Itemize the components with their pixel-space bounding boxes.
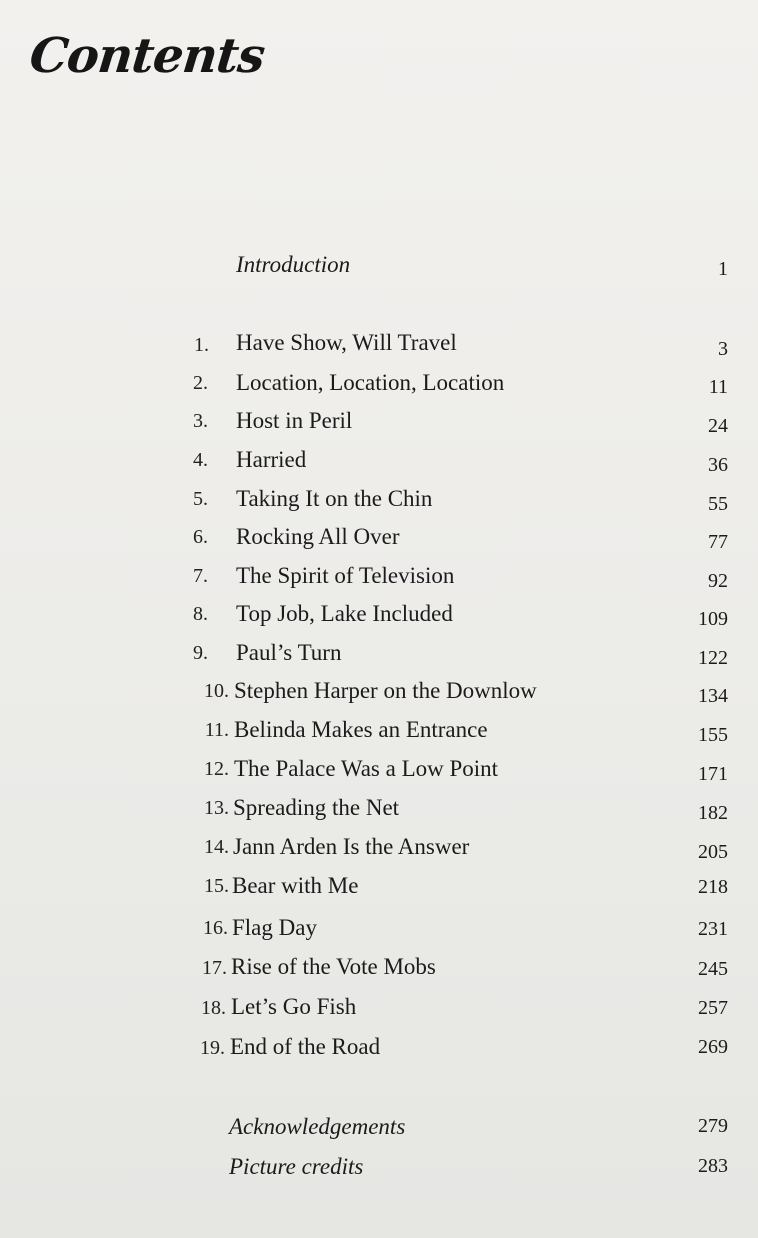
- toc-entry-number: 6.: [193, 526, 208, 548]
- toc-entry-title: Host in Peril: [236, 408, 353, 433]
- toc-entry-page: 269: [698, 1036, 728, 1058]
- toc-entry-title: Flag Day: [232, 915, 317, 940]
- toc-entry-chapter[interactable]: [0, 915, 758, 945]
- toc-entry-chapter[interactable]: [0, 795, 758, 825]
- toc-entry-number: 19.: [200, 1037, 225, 1059]
- toc-entry-title: Location, Location, Location: [236, 370, 505, 395]
- toc-entry-page: 283: [698, 1155, 728, 1177]
- toc-entry-number: 4.: [193, 449, 208, 471]
- toc-entry-number: 11.: [204, 719, 229, 741]
- toc-entry-chapter[interactable]: [0, 994, 758, 1024]
- toc-entry-page: 155: [698, 724, 728, 746]
- toc-entry-page: 3: [718, 338, 728, 360]
- toc-entry-chapter[interactable]: [0, 524, 758, 554]
- toc-entry-title: Taking It on the Chin: [236, 486, 433, 511]
- toc-entry-page: 24: [708, 415, 728, 437]
- toc-entry-number: 5.: [193, 488, 208, 510]
- toc-entry-number: 14.: [204, 836, 229, 858]
- toc-entry-page: 92: [708, 570, 728, 592]
- toc-entry-chapter[interactable]: [0, 1034, 758, 1064]
- toc-entry-page: 55: [708, 493, 728, 515]
- toc-entry-title: Paul’s Turn: [236, 640, 342, 665]
- toc-entry-title: The Palace Was a Low Point: [234, 756, 499, 781]
- toc-entry-page: 257: [698, 997, 728, 1019]
- toc-entry-title: Picture credits: [229, 1154, 364, 1179]
- toc-entry-number: 10.: [204, 680, 229, 702]
- toc-entry-number: 8.: [193, 603, 208, 625]
- toc-entry-chapter[interactable]: [0, 563, 758, 593]
- toc-entry-page: 171: [698, 763, 728, 785]
- toc-entry-page: 218: [698, 876, 728, 898]
- toc-entry-chapter[interactable]: [0, 717, 758, 747]
- toc-entry-number: 2.: [193, 372, 208, 394]
- toc-entry-title: Jann Arden Is the Answer: [233, 834, 470, 859]
- toc-entry-number: 1.: [194, 334, 209, 356]
- toc-entry-chapter[interactable]: [0, 330, 758, 360]
- toc-entry-title: Rocking All Over: [236, 524, 400, 549]
- toc-entry-number: 3.: [193, 410, 208, 432]
- toc-entry-page: 182: [698, 802, 728, 824]
- toc-entry-title: Rise of the Vote Mobs: [231, 954, 436, 979]
- contents-heading: Contents: [27, 28, 267, 84]
- toc-entry-title: Bear with Me: [232, 873, 359, 898]
- toc-entry-number: 7.: [193, 565, 208, 587]
- toc-entry-title: End of the Road: [230, 1034, 381, 1059]
- toc-entry-chapter[interactable]: [0, 756, 758, 786]
- toc-entry-number: 12.: [204, 758, 229, 780]
- toc-entry-page: 245: [698, 958, 728, 980]
- toc-entry-chapter[interactable]: [0, 408, 758, 438]
- toc-entry-chapter[interactable]: [0, 954, 758, 984]
- toc-entry-chapter[interactable]: [0, 447, 758, 477]
- toc-entry-chapter[interactable]: [0, 678, 758, 708]
- toc-entry-chapter[interactable]: [0, 834, 758, 864]
- toc-entry-title: Spreading the Net: [233, 795, 400, 820]
- toc-entry-chapter[interactable]: [0, 370, 758, 400]
- toc-entry-page: 205: [698, 841, 728, 863]
- toc-entry-page: 36: [708, 454, 728, 476]
- toc-entry-page: 231: [698, 918, 728, 940]
- toc-entry-number: 9.: [193, 642, 208, 664]
- toc-entry-page: 122: [698, 647, 728, 669]
- toc-entry-chapter[interactable]: [0, 486, 758, 516]
- toc-entry-number: 18.: [201, 997, 226, 1019]
- toc-entry-number: 13.: [204, 797, 229, 819]
- toc-entry-page: 279: [698, 1115, 728, 1137]
- toc-entry-introduction[interactable]: [0, 252, 758, 282]
- toc-entry-chapter[interactable]: [0, 873, 758, 903]
- toc-entry-title: Let’s Go Fish: [231, 994, 357, 1019]
- toc-entry-title: Stephen Harper on the Downlow: [234, 678, 537, 703]
- toc-entry-title: Harried: [236, 447, 307, 472]
- toc-entry-page: 1: [718, 258, 728, 280]
- toc-entry-title: Belinda Makes an Entrance: [234, 717, 488, 742]
- toc-entry-page: 11: [708, 376, 728, 398]
- toc-entry-title: Have Show, Will Travel: [236, 330, 457, 355]
- toc-entry-number: 16.: [203, 917, 228, 939]
- toc-entry-picture-credits[interactable]: [0, 1154, 758, 1184]
- toc-entry-number: 15.: [204, 875, 229, 897]
- toc-entry-title: Acknowledgements: [229, 1114, 406, 1139]
- toc-entry-chapter[interactable]: [0, 640, 758, 670]
- toc-entry-page: 77: [708, 531, 728, 553]
- toc-entry-number: 17.: [202, 957, 227, 979]
- toc-entry-title: Top Job, Lake Included: [236, 601, 453, 626]
- toc-entry-page: 134: [698, 685, 728, 707]
- toc-entry-chapter[interactable]: [0, 601, 758, 631]
- toc-entry-acknowledgements[interactable]: [0, 1114, 758, 1144]
- toc-entry-title: The Spirit of Television: [236, 563, 455, 588]
- toc-entry-title: Introduction: [236, 252, 351, 277]
- toc-entry-page: 109: [698, 608, 728, 630]
